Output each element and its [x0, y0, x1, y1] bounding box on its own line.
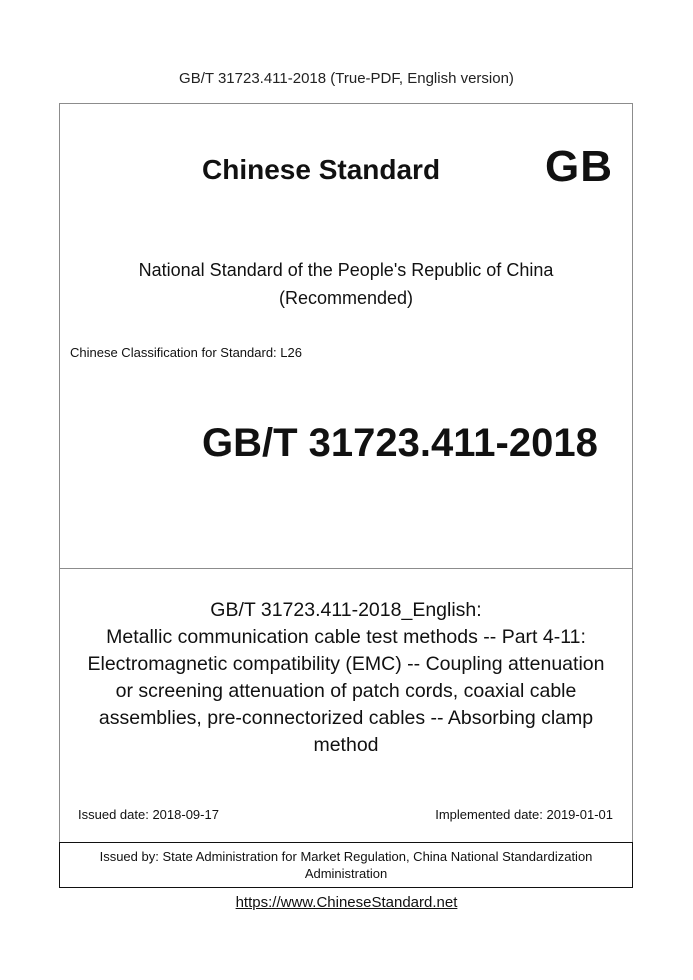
website-link[interactable]: https://www.ChineseStandard.net: [235, 894, 458, 911]
document-header: GB/T 31723.411-2018 (True-PDF, English version): [179, 70, 514, 87]
title-line: method: [313, 734, 379, 756]
national-line-1: National Standard of the People's Republic of China: [138, 260, 554, 280]
standard-title: [59, 597, 633, 759]
gb-mark: GB: [545, 142, 613, 191]
issued-by-line-1: Issued by: State Administration for Market Regulation, China National Standardization: [99, 849, 593, 864]
standard-number: GB/T 31723.411-2018: [202, 421, 598, 465]
implemented-date: Implemented date: 2019-01-01: [435, 807, 613, 822]
national-standard-label: [59, 256, 633, 312]
title-line: Electromagnetic compatibility (EMC) -- Coupling attenuation: [87, 653, 605, 675]
title-line: or screening attenuation of patch cords, coaxial cable: [115, 680, 577, 702]
national-line-2: (Recommended): [278, 288, 414, 308]
classification-label: Chinese Classification for Standard: L26: [70, 345, 302, 360]
issued-by-text: [59, 848, 633, 882]
issued-by-line-2: Administration: [304, 866, 388, 881]
title-line: GB/T 31723.411-2018_English:: [210, 599, 482, 621]
title-line: Metallic communication cable test methods -- Part 4-11:: [106, 626, 586, 648]
issued-date: Issued date: 2018-09-17: [78, 807, 219, 822]
title-line: assemblies, pre-connectorized cables -- Absorbing clamp: [98, 707, 594, 729]
chinese-standard-heading: Chinese Standard: [202, 154, 441, 185]
